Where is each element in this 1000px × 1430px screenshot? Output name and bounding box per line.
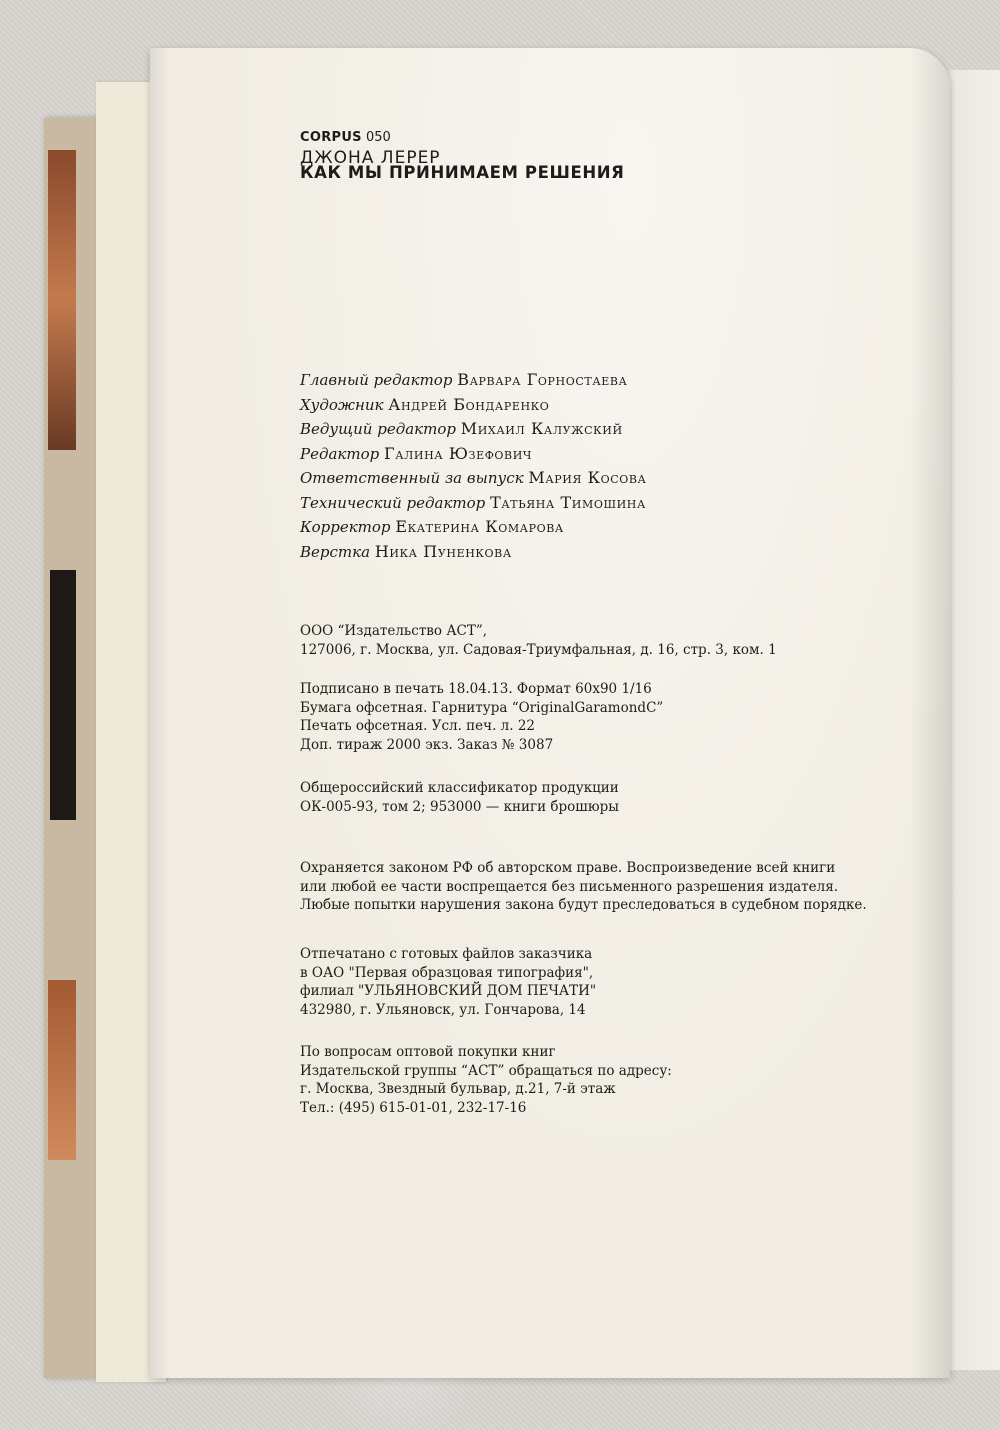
copyright-block: [300, 859, 867, 915]
text-line: Издательской группы “АСТ” обращаться по адресу:: [300, 1062, 672, 1079]
text-line: г. Москва, Звездный бульвар, д.21, 7-й этаж: [300, 1081, 616, 1097]
credit-line: [300, 444, 646, 469]
credit-line: [300, 468, 646, 493]
credit-role: Главный редактор: [300, 371, 453, 389]
series-label: [300, 130, 391, 145]
credit-role: Ответственный за выпуск: [300, 469, 524, 487]
credit-name: Мария Косова: [528, 468, 647, 487]
text-line: По вопросам оптовой покупки книг: [300, 1044, 556, 1060]
text-line: Тел.: (495) 615-01-01, 232-17-16: [300, 1099, 527, 1116]
text-line: Общероссийский классификатор продукции: [300, 780, 619, 796]
cover-art-strip: [50, 570, 76, 820]
credit-line: [300, 419, 646, 444]
text-line: Отпечатано с готовых файлов заказчика: [300, 946, 593, 962]
publisher-block: [300, 622, 777, 659]
credit-role: Ведущий редактор: [300, 420, 456, 438]
text-line: или любой ее части воспрещается без письменного разрешения издателя.: [300, 878, 839, 895]
text-line: ОК-005-93, том 2; 953000 — книги брошюры: [300, 798, 619, 815]
book-title: КАК МЫ ПРИНИМАЕМ РЕШЕНИЯ: [300, 163, 625, 182]
credit-name: Екатерина Комарова: [395, 517, 564, 536]
author-name: ДЖОНА ЛЕРЕР: [300, 148, 441, 168]
credit-role: Художник: [300, 395, 384, 414]
text-line: Доп. тираж 2000 экз. Заказ № 3087: [300, 736, 554, 753]
credit-role: Верстка: [300, 542, 371, 561]
credit-name: Ника Пуненкова: [374, 541, 512, 561]
credits-list: [300, 370, 646, 566]
series-brand: CORPUS: [300, 130, 362, 145]
text-line: Печать офсетная. Усл. печ. л. 22: [300, 718, 536, 734]
cover-art-strip: [48, 150, 76, 450]
text-line: 127006, г. Москва, ул. Садовая-Триумфальная, д. 16, стр. 3, ком. 1: [300, 641, 777, 658]
credit-name: Михаил Калужский: [460, 419, 623, 438]
credit-line: [300, 370, 646, 395]
text-line: филиал "УЛЬЯНОВСКИЙ ДОМ ПЕЧАТИ": [300, 983, 597, 999]
credit-role: Редактор: [300, 444, 380, 463]
printer-block: [300, 945, 596, 1019]
credit-line: [300, 395, 646, 420]
credit-role: Технический редактор: [300, 493, 486, 512]
wholesale-block: [300, 1043, 672, 1117]
print-info-block: [300, 680, 663, 754]
classifier-block: [300, 779, 619, 816]
credit-name: Татьяна Тимошина: [490, 492, 646, 512]
text-line: 432980, г. Ульяновск, ул. Гончарова, 14: [300, 1001, 586, 1018]
credit-line: [300, 493, 646, 518]
text-line: Подписано в печать 18.04.13. Формат 60х90 1/16: [300, 681, 652, 697]
credit-name: Андрей Бондаренко: [388, 394, 550, 414]
credit-name: Варвара Горностаева: [457, 370, 628, 389]
credit-role: Корректор: [300, 518, 391, 536]
series-number: 050: [366, 130, 391, 145]
text-line: Любые попытки нарушения закона будут преследоваться в судебном порядке.: [300, 897, 867, 913]
cover-art-strip: [48, 980, 76, 1160]
text-line: в ОАО "Первая образцовая типография",: [300, 964, 594, 981]
text-line: Бумага офсетная. Гарнитура “OriginalGaramondC”: [300, 699, 664, 716]
credit-line: [300, 517, 646, 542]
text-line: Охраняется законом РФ об авторском праве. Воспроизведение всей книги: [300, 860, 836, 876]
credit-name: Галина Юзефович: [384, 443, 533, 463]
text-line: ООО “Издательство АСТ”,: [300, 623, 488, 639]
credit-line: [300, 542, 646, 567]
